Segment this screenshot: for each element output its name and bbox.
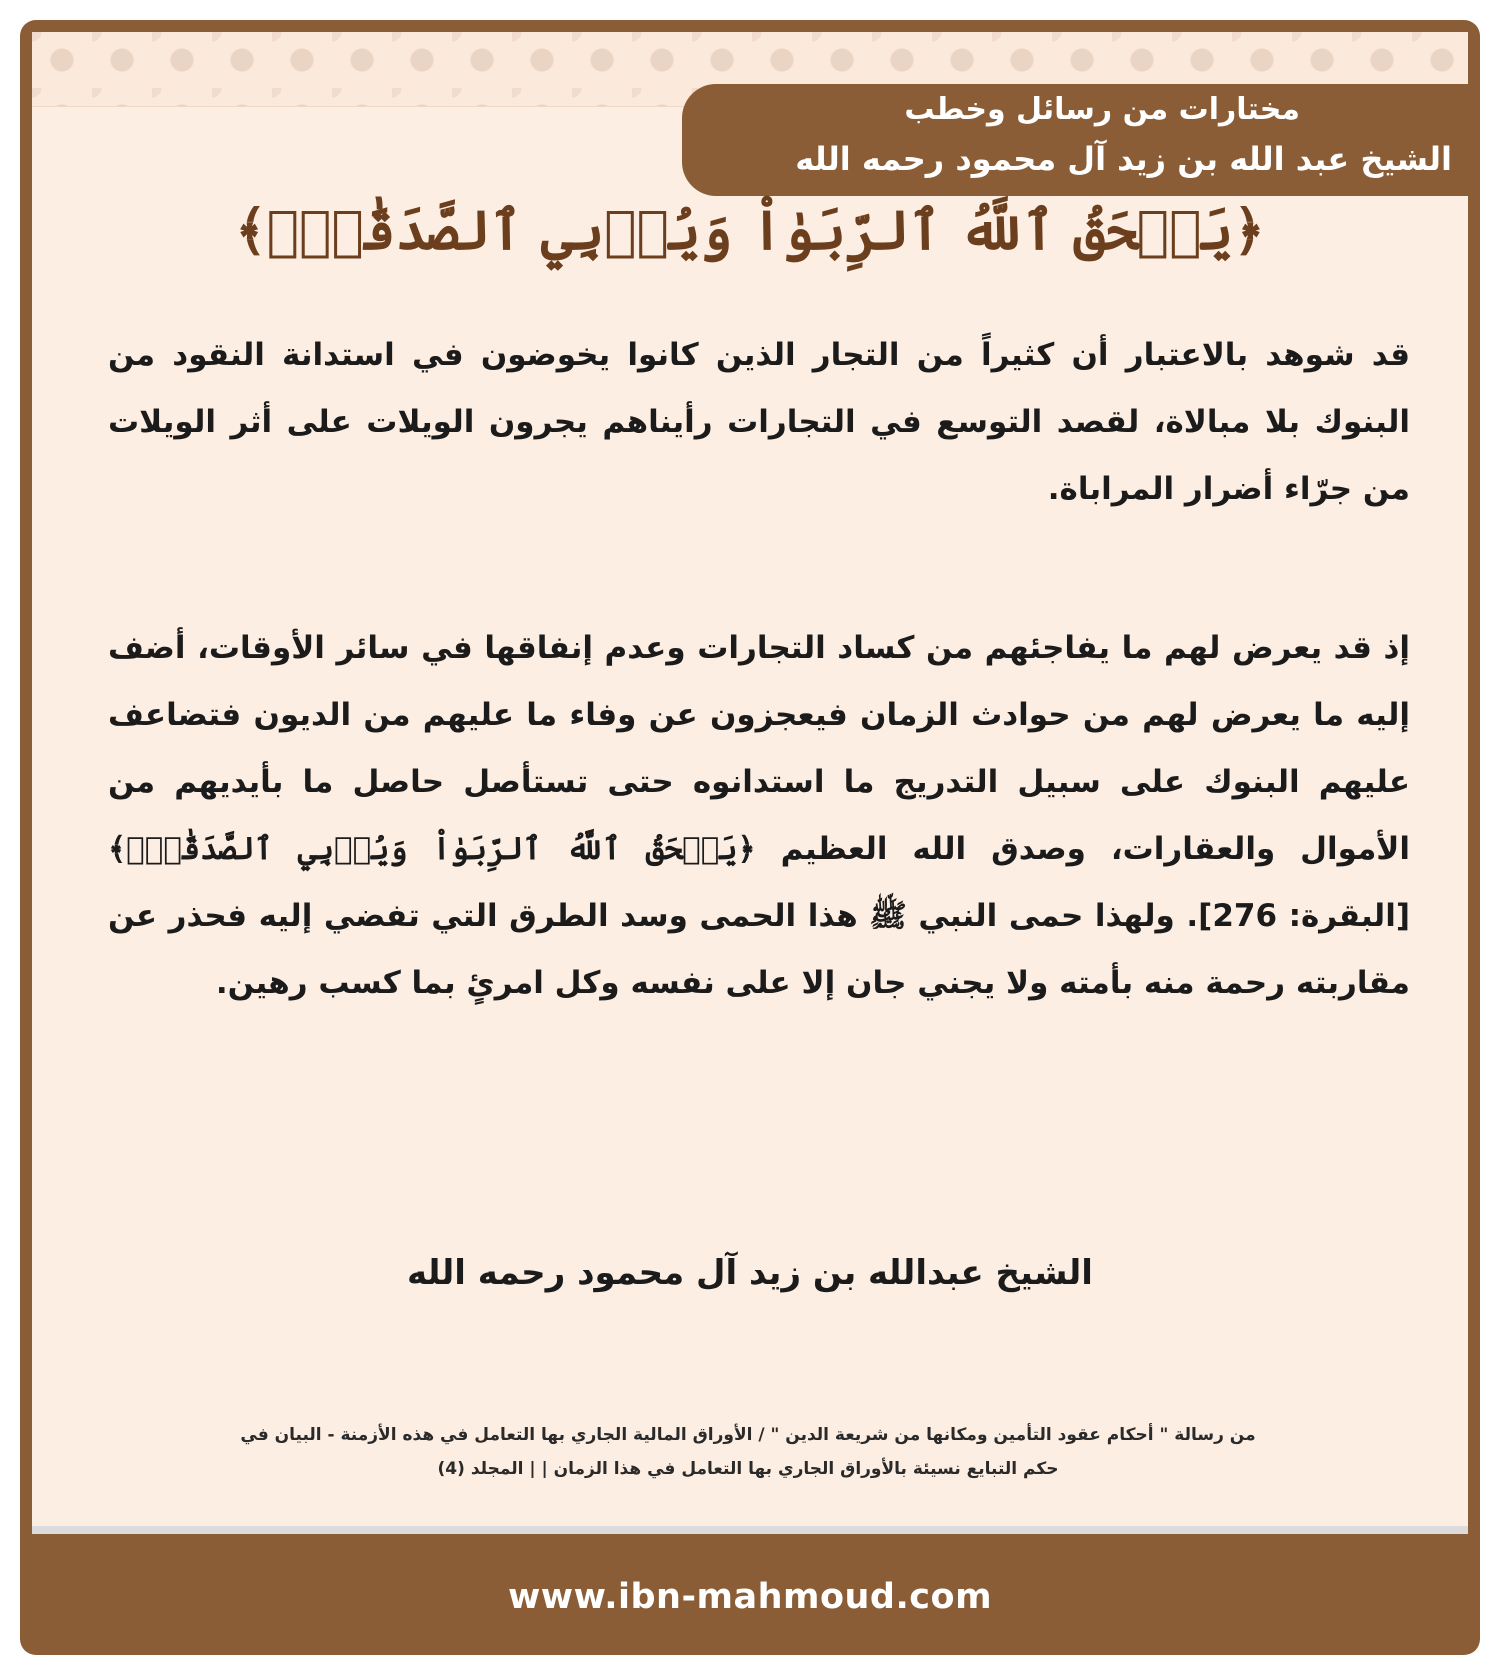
website-link[interactable]: www.ibn-mahmoud.com xyxy=(507,1577,993,1617)
source-line-1: من رسالة " أحكام عقود التأمين ومكانها من شريعة الدين " / الأوراق المالية الجاري بها التعامل في هذه الأزمنة - البيان في xyxy=(240,1425,1256,1445)
paragraph-1: قد شوهد بالاعتبار أن كثيراً من التجار الذين كانوا يخوضون في استدانة النقود من البنوك بلا مبالاة، لقصد التوسع في التجارات رأيناهم يجرون الويلات على أثر الويلات من جرّاء أضرار المراباة. xyxy=(108,337,1410,507)
paragraph-2 xyxy=(108,615,1410,1017)
inline-verse: ﴿يَمۡحَقُ ٱللَّهُ ٱلرِّبَوٰاْ وَيُرۡبِي ٱلصَّدَقَٰتِۗ﴾ xyxy=(108,831,756,867)
source-line-2: حكم التبايع نسيئة بالأوراق الجاري بها التعامل في هذا الزمان | | المجلد (4) xyxy=(437,1459,1059,1479)
header-author: الشيخ عبد الله بن زيد آل محمود رحمه الله xyxy=(795,140,1452,178)
header-banner xyxy=(682,84,1472,196)
signature: الشيخ عبدالله بن زيد آل محمود رحمه الله xyxy=(407,1253,1093,1293)
paragraph-2-text: إذ قد يعرض لهم ما يفاجئهم من كساد التجارات وعدم إنفاقها في سائر الأوقات، أضف إليه ما يعرض لهم من حوادث الزمان فيعجزون عن وفاء ما عليهم من الديون فتضاعف عليهم البنوك على سبيل التدريج ما استدانوه حتى تستأصل حاصل ما بأيديهم من الأموال والعقارات، وصدق الله العظيم xyxy=(108,630,1410,867)
verse-reference: [البقرة: 276]. xyxy=(1186,898,1410,934)
verse-title: ﴿يَمۡحَقُ ٱللَّهُ ٱلرِّبَوٰاْ وَيُرۡبِي ٱلصَّدَقَٰتِۗ﴾ xyxy=(235,198,1265,262)
source-citation xyxy=(108,1418,1388,1486)
header-subtitle: مختارات من رسائل وخطب xyxy=(904,92,1300,127)
divider xyxy=(32,1526,1468,1534)
paragraph-2-continuation: ولهذا حمى النبي ﷺ هذا الحمى وسد الطرق التي تفضي إليه فحذر عن مقاربته رحمة منه بأمته ولا يجني جان إلا على نفسه وكل امرئٍ بما كسب رهين. xyxy=(108,898,1410,1001)
